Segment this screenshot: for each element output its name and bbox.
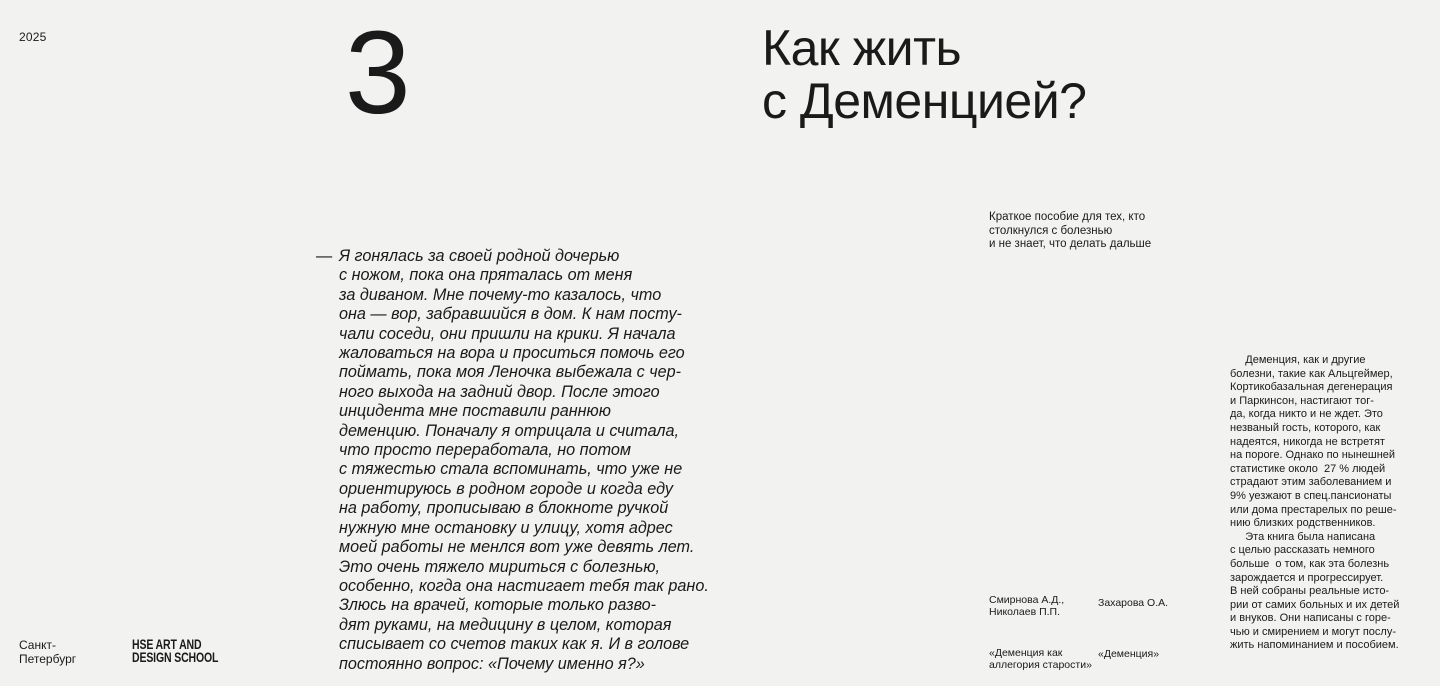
- quote-dash: —: [316, 247, 333, 265]
- body-line: и внуков. Они написаны с горе-: [1230, 612, 1391, 625]
- chapter-number: 3: [345, 7, 411, 139]
- quote-line: списывает со счетов таких как я. И в голове: [339, 635, 690, 654]
- body-line: 9% уезжают в спец.пансионаты: [1230, 489, 1392, 502]
- body-line: статистике около 27 % людей: [1230, 462, 1386, 475]
- body-line: жить напоминанием и пособием.: [1230, 639, 1399, 652]
- body-line: рии от самих больных и их детей: [1230, 598, 1400, 611]
- subtitle-line: Краткое пособие для тех, кто: [989, 211, 1146, 223]
- quote-line: она — вор, забравшийся в дом. К нам посту-: [339, 305, 682, 324]
- quote-line: чали соседи, они пришли на крики. Я начала: [339, 324, 676, 343]
- quote-line: ориентируюсь в родном городе и когда еду: [339, 479, 673, 498]
- city-line: Петербург: [19, 652, 77, 666]
- body-line: зарождается и прогрессирует.: [1230, 571, 1384, 584]
- subtitle-line: столкнулся с болезнью: [989, 224, 1113, 237]
- city-line: Санкт-: [19, 638, 56, 652]
- author-name: Николаев П.П.: [989, 606, 1060, 618]
- quote-line: нужную мне остановку и улицу, хотя адрес: [339, 518, 673, 537]
- authors-left: [989, 594, 1064, 618]
- school-logo: [132, 638, 218, 664]
- quote-line: жаловаться на вора и проситься помочь его: [339, 344, 685, 363]
- body-line: болезни, такие как Альцгеймер,: [1230, 367, 1393, 380]
- body-line: Кортикобазальная дегенерация: [1230, 381, 1393, 394]
- work-left: [989, 647, 1092, 671]
- subtitle: [989, 211, 1199, 252]
- logo-line: HSE ART AND: [132, 637, 202, 652]
- quote-line: особенно, когда она настигает тебя так рано.: [339, 576, 709, 595]
- quote-line: с тяжестью стала вспоминать, что уже не: [339, 460, 683, 479]
- work-right: [1098, 648, 1159, 660]
- quote-line: Злюсь на врачей, которые только разво-: [339, 596, 657, 615]
- quote-block: [316, 247, 716, 674]
- quote-line: Я гонялась за своей родной дочерью: [339, 247, 620, 265]
- body-line: с целью рассказать немного: [1230, 544, 1375, 557]
- quote-line: с ножом, пока она пряталась от меня: [339, 266, 633, 285]
- body-line: чью и смирением и могут послу-: [1230, 625, 1397, 638]
- body-line: больше о том, как эта болезнь: [1230, 557, 1390, 570]
- quote-line: Это очень тяжело мириться с болезнью,: [339, 557, 661, 576]
- body-line: или дома престарелых по реше-: [1230, 503, 1397, 516]
- body-line: незваный гость, которого, как: [1230, 421, 1381, 434]
- work-title: аллегория старости»: [989, 659, 1092, 671]
- author-right: [1098, 597, 1168, 609]
- logo-line: DESIGN SCHOOL: [132, 650, 219, 665]
- quote-line: моей работы не менлся вот уже девять лет.: [339, 538, 695, 557]
- body-line: и Паркинсон, настигают тог-: [1230, 394, 1374, 407]
- body-line: нию близких родственников.: [1230, 517, 1376, 530]
- quote-text: [339, 247, 716, 674]
- quote-line: что просто переработала, но потом: [339, 441, 631, 460]
- author-name: Смирнова А.Д.,: [989, 594, 1065, 606]
- body-line: В ней собраны реальные исто-: [1230, 585, 1390, 598]
- title-line-2: с Деменцией?: [762, 72, 1087, 129]
- body-line: да, когда никто и не ждет. Это: [1230, 408, 1383, 421]
- quote-line: дят руками, на медицину в целом, которая: [339, 615, 672, 634]
- quote-line: поймать, пока моя Леночка выбежала с чер-: [339, 363, 681, 382]
- quote-line: ного выхода на задний двор. После этого: [339, 382, 660, 401]
- quote-line: постоянно вопрос: «Почему именно я?»: [339, 654, 645, 673]
- work-title: «Деменция»: [1098, 648, 1160, 660]
- body-line: Эта книга была написана: [1230, 530, 1376, 543]
- body-line: страдают этим заболеванием и: [1230, 476, 1392, 489]
- year-label: 2025: [19, 30, 47, 44]
- subtitle-line: и не знает, что делать дальше: [989, 238, 1152, 250]
- quote-line: на работу, прописываю в блокноте ручкой: [339, 499, 669, 518]
- body-line: на пороге. Однако по нынешней: [1230, 449, 1396, 462]
- author-name: Захарова О.А.: [1098, 597, 1169, 609]
- quote-line: инцидента мне поставили раннюю: [339, 402, 611, 421]
- quote-line: за диваном. Мне почему-то казалось, что: [339, 285, 662, 304]
- body-line: надеятся, никогда не встретят: [1230, 435, 1385, 448]
- intro-text: [1230, 354, 1430, 653]
- city-label: [19, 638, 76, 666]
- quote-line: деменцию. Поначалу я отрицала и считала,: [339, 421, 680, 440]
- page-title: [762, 22, 1086, 127]
- body-line: Деменция, как и другие: [1230, 354, 1366, 366]
- title-line-1: Как жить: [762, 20, 962, 76]
- work-title: «Деменция как: [989, 647, 1063, 659]
